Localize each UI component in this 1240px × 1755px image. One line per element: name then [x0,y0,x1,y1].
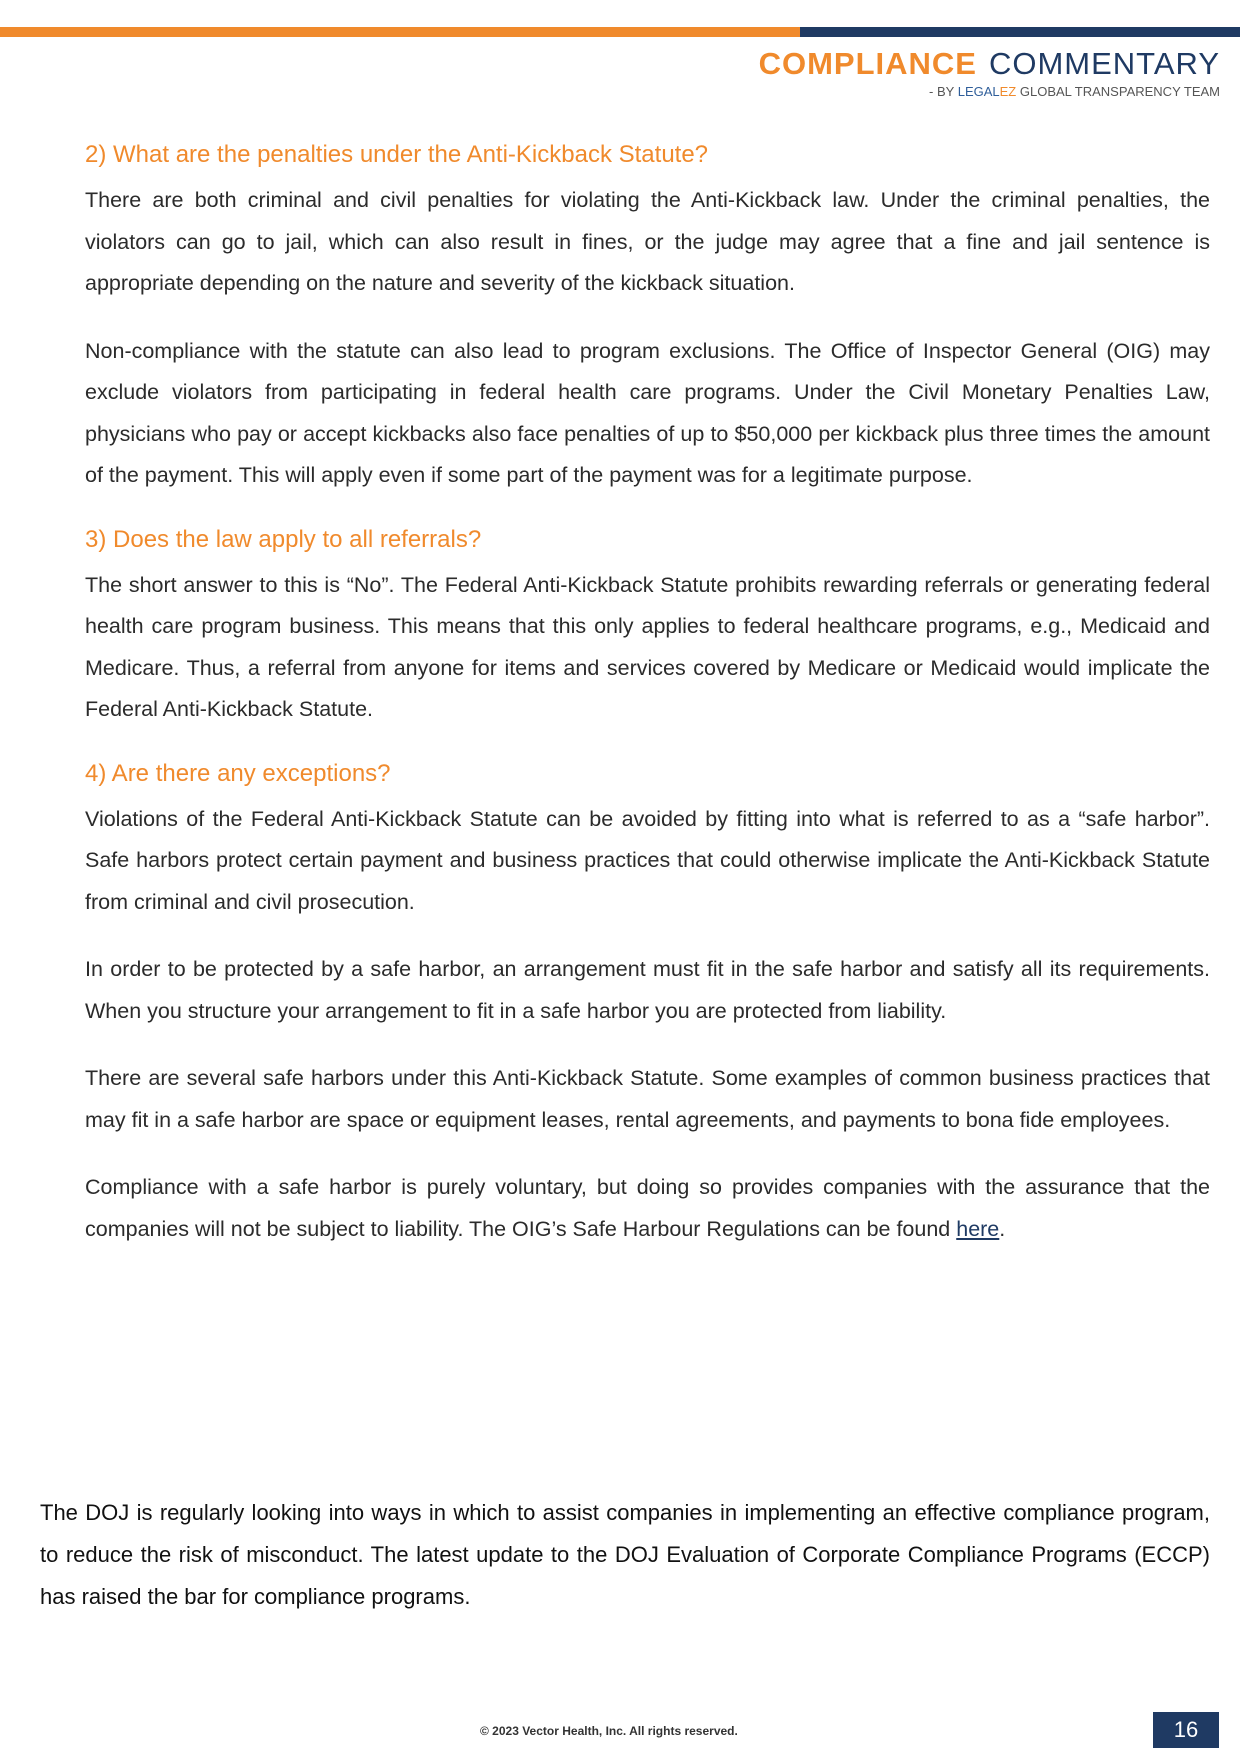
top-bar-orange-segment [0,27,800,37]
byline-suffix: GLOBAL TRANSPARENCY TEAM [1016,84,1220,99]
safe-harbor-regulations-link[interactable]: here [956,1216,1000,1241]
section-4-heading: 4) Are there any exceptions? [85,759,391,787]
section-4-paragraph-1: Violations of the Federal Anti-Kickback Statute can be avoided by fitting into what is referred to as a “safe harbor”. Safe harbors protect certain payment and business practices that could otherwise implicate the Anti-Kickback Statute from criminal and civil prosecution. [85,806,1210,914]
header-title-light: COMMENTARY [988,46,1220,81]
top-accent-bar [0,27,1240,37]
top-bar-navy-segment [800,27,1240,37]
section-4-paragraph-2: In order to be protected by a safe harbor, an arrangement must fit in the safe harbor and satisfy all its requirements. When you structure your arrangement to fit in a safe harbor you are protected from liability. [85,957,1210,1023]
section-2-paragraph-2: Non-compliance with the statute can also lead to program exclusions. The Office of Inspector General (OIG) may exclude violators from participating in federal health care programs. Under the Civil Monetary Penalties Law, physicians who pay or accept kickbacks also face penalties of up to $50,000 per kickback plus three times the amount of the payment. This will apply even if some part of the payment was for a legitimate purpose. [85,338,1210,487]
section-2-paragraph-1: There are both criminal and civil penalties for violating the Anti-Kickback law. Under the criminal penalties, the violators can go to jail, which can also result in fines, or the judge may agree that a fine and jail sentence is appropriate depending on the nature and severity of the kickback situation. [85,188,1210,295]
section-3-heading: 3) Does the law apply to all referrals? [85,525,482,553]
page-number: 16 [1153,1712,1219,1748]
section-2-heading: 2) What are the penalties under the Anti-Kickback Statute? [85,141,709,168]
main-content [85,138,1210,1276]
header-byline [759,84,1220,99]
header-title-bold: COMPLIANCE [758,46,977,81]
byline-prefix: - BY [929,84,958,99]
byline-ez: EZ [999,84,1017,99]
page-header [759,44,1220,99]
byline-legal: LEGAL [957,84,1000,99]
section-3-paragraph-1: The short answer to this is “No”. The Federal Anti-Kickback Statute prohibits rewarding referrals or generating federal health care program business. This means that this only applies to federal healthcare programs, e.g., Medicaid and Medicare. Thus, a referral from anyone for items and services covered by Medicare or Medicaid would implicate the Federal Anti-Kickback Statute. [85,572,1210,721]
section-4-paragraph-4-end: . [999,1216,1006,1241]
section-4-paragraph-3: There are several safe harbors under this Anti-Kickback Statute. Some examples of common business practices that may fit in a safe harbor are space or equipment leases, rental agreements, and payments to bona fide employees. [85,1066,1210,1132]
section-4-paragraph-4 [85,1167,1210,1250]
copyright-notice: © 2023 Vector Health, Inc. All rights reserved. [480,1724,738,1738]
section-4-paragraph-4-text: Compliance with a safe harbor is purely voluntary, but doing so provides companies with the assurance that the companies will not be subject to liability. The OIG’s Safe Harbour Regulations can be found [85,1175,1210,1241]
closing-paragraph: The DOJ is regularly looking into ways in which to assist companies in implementing an effective compliance program, to reduce the risk of misconduct. The latest update to the DOJ Evaluation of Corporate Compliance Programs (ECCP) has raised the bar for compliance programs. [40,1500,1210,1609]
header-title [759,44,1220,84]
